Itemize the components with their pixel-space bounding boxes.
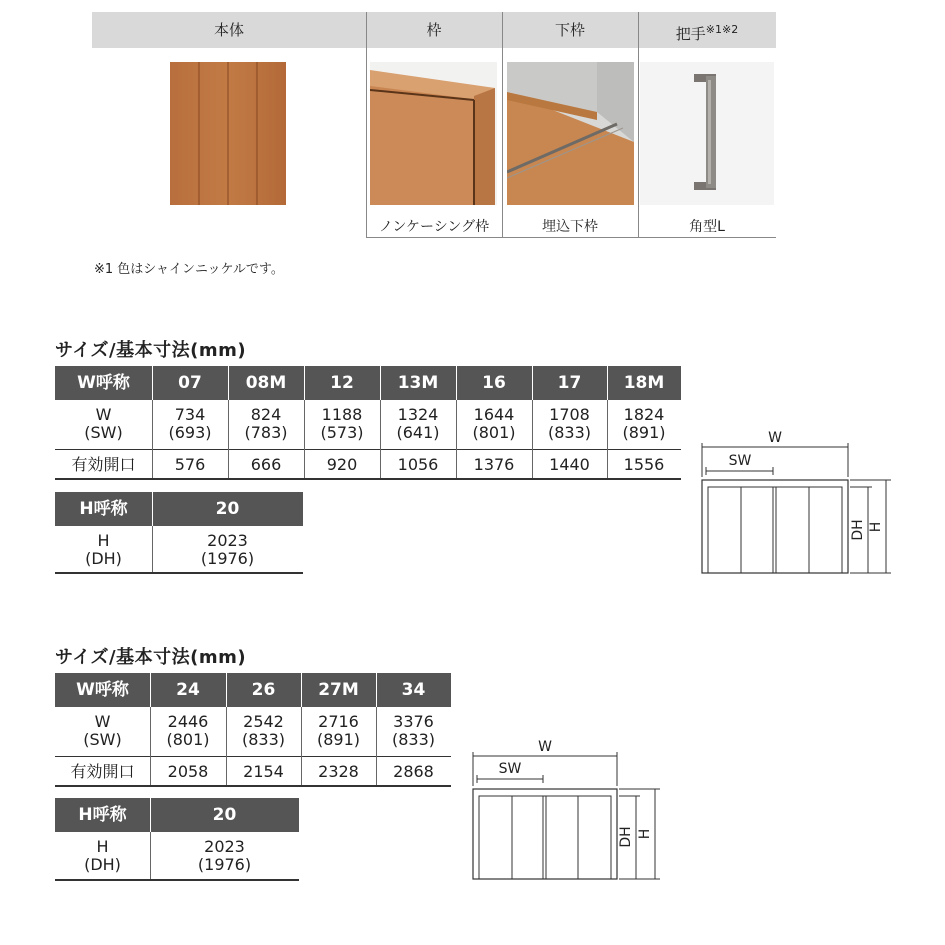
table-bottom-rule [55,785,451,787]
diagram-h-label: H [868,521,884,533]
row-rule [55,449,681,450]
w-row-label: W (SW) [84,405,123,442]
col-sep [376,673,377,707]
col-sep [152,366,153,400]
row-rule [55,756,451,757]
diagram-sw-label: SW [728,453,752,469]
col-sep [228,366,229,400]
parts-table-header [92,12,776,48]
w-cell: 824 (783) [244,405,288,442]
w-cell: 734 (693) [168,405,212,442]
footnote-1: ※1 色はシャインニッケルです。 [94,262,284,277]
w-col: 07 [178,373,202,393]
h-table-header [55,798,299,832]
w-cell: 3376 (833) [391,712,436,749]
opening-cell: 1440 [549,455,590,474]
opening-cell: 1556 [623,455,665,474]
col-sep [150,832,151,879]
w-row-label: W (SW) [83,712,122,749]
header-handle [638,12,776,48]
header-frame: 枠 [426,21,442,39]
h-table-header [55,492,303,526]
opening-cell: 576 [174,455,206,474]
diagram-h-label: H [637,828,653,840]
header-body: 本体 [213,21,244,39]
w-header-label: W呼称 [76,680,129,700]
section-title: サイズ/基本寸法(mm) [55,647,247,668]
w-cell: 1188 (573) [320,405,364,442]
col-sep [226,707,227,785]
header-lower-frame: 下枠 [554,21,585,39]
table-bottom-rule [55,572,303,574]
diagram-dh-label: DH [850,519,866,541]
col-sep [456,400,457,478]
opening-row-label: 有効開口 [70,762,135,781]
opening-cell: 920 [326,455,358,474]
h-row-label: H (DH) [84,837,121,874]
opening-row-label: 有効開口 [71,455,136,474]
dimension-diagram [695,425,895,580]
w-table-header [55,366,681,400]
col-sep [607,366,608,400]
diagram-dh-label: DH [618,826,634,848]
w-cell: 1644 (801) [472,405,516,442]
w-cell: 1708 (833) [547,405,592,442]
col-sep [607,400,608,478]
col-sep [150,798,151,832]
w-col: 34 [401,680,426,700]
col-sep [380,400,381,478]
col-sep [304,400,305,478]
w-col: 08M [245,373,287,393]
col-sep [304,366,305,400]
caption-frame: ノンケーシング枠 [378,219,490,235]
h-header-label: H呼称 [79,499,128,519]
caption-lower-frame: 埋込下枠 [542,219,598,235]
diagram-sw-label: SW [498,761,522,777]
w-col: 24 [176,680,200,700]
h-col: 20 [212,805,237,825]
header-handle-notes: ※1※2 [705,23,739,36]
col-sep [376,707,377,785]
diagram-w-label: W [768,430,782,446]
parts-divider [638,12,639,237]
w-col: 16 [482,373,506,393]
w-cell: 1324 (641) [396,405,440,442]
col-sep [152,526,153,572]
w-col: 12 [330,373,354,393]
lower-frame-image [507,62,634,205]
col-sep [532,400,533,478]
opening-cell: 1056 [397,455,439,474]
w-cell: 2542 (833) [241,712,286,749]
w-cell: 2446 (801) [166,712,210,749]
h-header-label: H呼称 [78,805,127,825]
w-col: 27M [318,680,359,700]
door-panel-image [170,62,286,205]
w-col: 18M [623,373,665,393]
col-sep [152,492,153,526]
col-sep [380,366,381,400]
table-bottom-rule [55,478,681,480]
col-sep [301,707,302,785]
h-cell: 2023 (1976) [200,531,255,568]
section-title: サイズ/基本寸法(mm) [55,340,247,361]
col-sep [301,673,302,707]
diagram-w-label: W [538,739,552,755]
table-bottom-rule [55,879,299,881]
opening-cell: 2154 [243,762,284,781]
h-row-label: H (DH) [85,531,122,568]
parts-divider [502,12,503,237]
opening-cell: 2328 [318,762,359,781]
col-sep [228,400,229,478]
parts-divider [366,12,367,237]
col-sep [532,366,533,400]
w-header-label: W呼称 [77,373,130,393]
opening-cell: 1376 [473,455,515,474]
handle-image [640,62,774,205]
col-sep [152,400,153,478]
opening-cell: 2868 [393,762,434,781]
w-cell: 2716 (891) [316,712,361,749]
w-col: 26 [251,680,276,700]
col-sep [150,673,151,707]
h-col: 20 [215,499,240,519]
w-cell: 1824 (891) [622,405,666,442]
col-sep [150,707,151,785]
dimension-diagram [466,736,666,886]
h-cell: 2023 (1976) [197,837,252,874]
caption-handle: 角型L [689,219,725,235]
opening-cell: 666 [250,455,282,474]
header-handle-label: 把手 [675,25,706,43]
w-col: 17 [557,373,582,393]
frame-image [370,62,497,205]
w-table-header [55,673,451,707]
col-sep [226,673,227,707]
opening-cell: 2058 [167,762,209,781]
w-col: 13M [397,373,439,393]
col-sep [456,366,457,400]
